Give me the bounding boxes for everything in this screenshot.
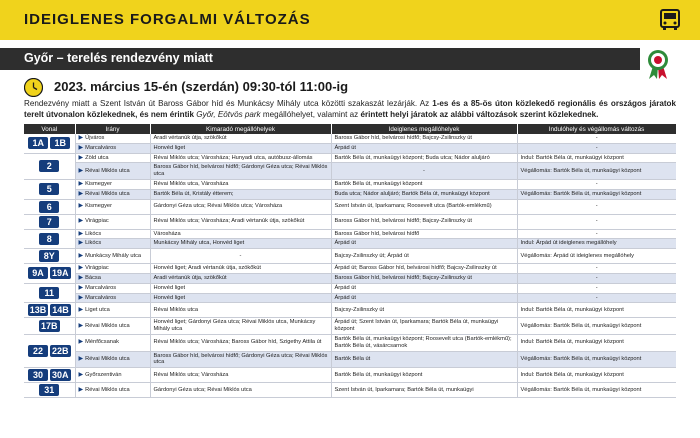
direction-cell [75, 229, 150, 239]
arrow-right-icon: ▶ [78, 274, 84, 281]
line-cell [24, 229, 75, 249]
table-row [24, 143, 676, 153]
terminus-cell-text: Indul: Bartók Béla út, munkaügyi központ [520, 339, 624, 346]
direction-cell [75, 179, 150, 189]
skipped-stops-cell-text: Honvéd liget [153, 284, 186, 291]
temporary-stops-cell-text: Baross Gábor híd, belvárosi hídfő; Bajcsy-Zsilinszky út [334, 274, 473, 281]
terminus-cell [517, 189, 676, 199]
skipped-stops-cell [150, 179, 331, 189]
terminus-cell [517, 368, 676, 383]
line-cell [24, 303, 75, 318]
temporary-stops-cell-text: Bartók Béla út, munkaügyi központ [334, 371, 423, 378]
direction-cell [75, 283, 150, 293]
arrow-right-icon: ▶ [78, 144, 84, 151]
hungarian-cockade-icon [644, 48, 672, 80]
direction-cell [75, 239, 150, 249]
direction-cell [75, 293, 150, 303]
skipped-stops-cell [150, 273, 331, 283]
terminus-cell [517, 383, 676, 398]
direction-cell-text: Munkácsy Mihály utca [85, 252, 142, 259]
skipped-stops-cell-text: Aradi vértanúk útja, szökőkút [153, 135, 227, 141]
line-badge[interactable]: 1B [50, 137, 70, 149]
terminus-cell-text: - [595, 265, 598, 272]
temporary-stops-cell [331, 334, 517, 351]
terminus-cell [517, 153, 676, 163]
col-header-terminus-change: Indulóhely és végállomás változás [517, 124, 676, 134]
line-badge[interactable]: 5 [39, 183, 59, 195]
terminus-cell [517, 163, 676, 180]
terminus-cell [517, 303, 676, 318]
table-row [24, 249, 676, 264]
skipped-stops-cell [150, 134, 331, 143]
table-body [24, 134, 676, 398]
skipped-stops-cell-text: - [239, 252, 242, 259]
terminus-cell-text: Végállomás: Bartók Béla út, munkaügyi központ [520, 167, 642, 174]
terminus-cell-text: - [595, 294, 598, 301]
arrow-right-icon: ▶ [78, 190, 84, 197]
temporary-stops-cell-text: Szent István út, Iparkamara; Roosevelt utca (Bartók-emlékmű) [334, 203, 492, 210]
arrow-right-icon: ▶ [78, 230, 84, 237]
line-badge[interactable]: 11 [39, 287, 59, 299]
skipped-stops-cell [150, 239, 331, 249]
line-cell [24, 153, 75, 179]
direction-cell-text: Révai Miklós utca [85, 386, 130, 393]
arrow-right-icon: ▶ [78, 135, 84, 141]
table-row [24, 293, 676, 303]
skipped-stops-cell [150, 351, 331, 368]
event-datetime: 2023. március 15-én (szerdán) 09:30-tól 11:00-ig [54, 79, 349, 94]
skipped-stops-cell-text: Baross Gábor híd, belvárosi hídfő; Gárdonyi Géza utca; Révai Miklós utca [153, 352, 328, 366]
line-cell [24, 383, 75, 398]
bus-icon [660, 9, 680, 31]
temporary-stops-cell-text: Árpád út [334, 294, 357, 301]
clock-icon [24, 78, 43, 97]
direction-cell-text: Likócs [85, 240, 102, 247]
direction-cell-text: Győrszentiván [85, 371, 122, 378]
skipped-stops-cell-text: Honvéd liget; Aradi vértanúk útja, szökőkút [153, 265, 261, 272]
table-row [24, 318, 676, 335]
direction-cell [75, 153, 150, 163]
skipped-stops-cell-text: Révai Miklós utca, Városháza [153, 180, 229, 187]
temporary-stops-cell-text: Bajcsy-Zsilinszky út [334, 306, 385, 313]
line-badge[interactable]: 31 [39, 384, 59, 396]
page-title: IDEIGLENES FORGALMI VÁLTOZÁS [24, 11, 311, 28]
terminus-cell-text: - [595, 135, 598, 141]
temporary-stops-cell [331, 179, 517, 189]
skipped-stops-cell [150, 189, 331, 199]
line-badge[interactable]: 30 [28, 369, 48, 381]
terminus-cell [517, 239, 676, 249]
temporary-stops-cell [331, 229, 517, 239]
skipped-stops-cell-text: Révai Miklós utca; Városháza; Aradi vértanúk útja, szökőkút [153, 218, 305, 225]
direction-cell-text: Liget utca [85, 306, 110, 313]
table-row [24, 264, 676, 274]
skipped-stops-cell [150, 199, 331, 214]
skipped-stops-cell [150, 334, 331, 351]
table-row [24, 163, 676, 180]
temporary-stops-cell [331, 303, 517, 318]
skipped-stops-cell-text: Révai Miklós utca; Városháza [153, 371, 229, 378]
subtitle-bar [0, 48, 640, 70]
skipped-stops-cell [150, 264, 331, 274]
arrow-right-icon: ▶ [78, 294, 84, 301]
intro-text: Rendezvény miatt a Szent István út Baross Gábor híd és Munkácsy Mihály utca közötti szakaszát lezárják. Az 1-es és a 85-ös úton közlekedő regionális és országos járatok terelt útvonalon közlekednek, és nem érintik Győr, Eötvös park megállóhelyet, valamint az érintett helyi járatok az alábbi változások szerint közlekednek. [24, 99, 676, 119]
skipped-stops-cell [150, 153, 331, 163]
subtitle: Győr – terelés rendezvény miatt [24, 51, 213, 65]
temporary-stops-cell-text: Árpád út; Baross Gábor híd, belvárosi hídfő; Bajcsy-Zsilinszky út [334, 265, 497, 272]
line-cell [24, 199, 75, 214]
temporary-stops-cell-text: Árpád út [334, 144, 357, 151]
direction-cell-text: Révai Miklós utca [85, 190, 130, 197]
skipped-stops-cell-text: Gárdonyi Géza utca; Révai Miklós utca [153, 386, 252, 393]
direction-cell-text: Kismegyer [85, 180, 112, 187]
temporary-stops-cell [331, 143, 517, 153]
skipped-stops-cell-text: Honvéd liget; Gárdonyi Géza utca; Révai Miklós utca, Munkácsy Mihály utca [153, 319, 316, 333]
terminus-cell [517, 214, 676, 229]
temporary-stops-cell [331, 318, 517, 335]
table-header-row [24, 124, 676, 134]
skipped-stops-cell-text: Munkácsy Mihály utca, Honvéd liget [153, 240, 245, 247]
temporary-stops-cell-text: Baross Gábor híd, belvárosi hídfő; Bajcsy-Zsilinszky út [334, 135, 473, 141]
line-badge[interactable]: 30A [51, 370, 69, 381]
direction-cell-text: Ménfőcsanak [85, 339, 119, 346]
terminus-cell-text: Indul: Bartók Béla út, munkaügyi központ [520, 306, 624, 313]
temporary-stops-cell-text: Buda utca; Nádor aluljáró; Bartók Béla út, munkaügyi központ [334, 190, 490, 197]
temporary-stops-cell-text: Baross Gábor híd, belvárosi hídfő; Bajcsy-Zsilinszky út [334, 218, 473, 225]
line-badge[interactable]: 22 [28, 345, 48, 357]
temporary-stops-cell-text: - [423, 167, 425, 174]
arrow-right-icon: ▶ [78, 371, 84, 378]
line-badge[interactable]: 19A [51, 268, 69, 279]
skipped-stops-cell [150, 303, 331, 318]
temporary-stops-cell [331, 134, 517, 143]
col-header-temporary-stops: Ideiglenes megállóhelyek [331, 124, 517, 134]
terminus-cell-text: Indul: Bartók Béla út, munkaügyi központ [520, 154, 624, 161]
terminus-cell-text: - [595, 218, 598, 225]
skipped-stops-cell-text: Városháza [153, 230, 181, 237]
direction-cell-text: Kismegyer [85, 203, 112, 210]
terminus-cell-text: - [595, 274, 598, 281]
direction-cell-text: Révai Miklós utca [85, 355, 130, 362]
direction-cell-text: Marcalváros [85, 144, 117, 151]
line-cell [24, 134, 75, 153]
direction-cell [75, 368, 150, 383]
direction-cell [75, 199, 150, 214]
direction-cell-text: Révai Miklós utca [85, 322, 130, 329]
direction-cell [75, 249, 150, 264]
direction-cell [75, 383, 150, 398]
line-badge[interactable]: 9A [28, 267, 48, 279]
skipped-stops-cell-text: Gárdonyi Géza utca; Révai Miklós utca; Városháza [153, 203, 283, 210]
table-row [24, 229, 676, 239]
terminus-cell [517, 229, 676, 239]
skipped-stops-cell [150, 229, 331, 239]
arrow-right-icon: ▶ [78, 167, 84, 174]
skipped-stops-cell [150, 143, 331, 153]
temporary-stops-cell [331, 214, 517, 229]
terminus-cell-text: - [595, 180, 598, 187]
skipped-stops-cell [150, 214, 331, 229]
terminus-cell-text: Végállomás: Bartók Béla út, munkaügyi központ [520, 386, 642, 393]
arrow-right-icon: ▶ [78, 322, 84, 329]
line-badge[interactable]: 6 [39, 201, 59, 213]
direction-cell-text: Zöld utca [85, 154, 109, 161]
route-change-table [24, 124, 677, 398]
temporary-stops-cell-text: Bartók Béla út, munkaügyi központ [334, 180, 423, 187]
temporary-stops-cell-text: Árpád út [334, 240, 357, 247]
direction-cell-text: Likócs [85, 230, 102, 237]
direction-cell [75, 143, 150, 153]
line-badge[interactable]: 8Y [39, 250, 59, 262]
line-cell [24, 368, 75, 383]
temporary-stops-cell [331, 273, 517, 283]
table-row [24, 283, 676, 293]
temporary-stops-cell-text: Árpád út; Szent István út, Iparkamara; Bartók Béla út, munkaügyi központ [334, 319, 499, 333]
table-row [24, 368, 676, 383]
skipped-stops-cell [150, 249, 331, 264]
temporary-stops-cell [331, 351, 517, 368]
terminus-cell [517, 283, 676, 293]
temporary-stops-cell [331, 264, 517, 274]
line-cell [24, 318, 75, 335]
skipped-stops-cell [150, 318, 331, 335]
terminus-cell-text: - [595, 144, 598, 151]
direction-cell-text: Marcalváros [85, 294, 117, 301]
arrow-right-icon: ▶ [78, 265, 84, 272]
line-badge[interactable]: 1A [28, 137, 48, 149]
table-row [24, 351, 676, 368]
line-cell [24, 334, 75, 367]
temporary-stops-cell-text: Bajcsy-Zsilinszky út; Árpád út [334, 252, 409, 259]
temporary-stops-cell [331, 293, 517, 303]
line-badge[interactable]: 17B [40, 321, 58, 332]
terminus-cell-text: Végállomás: Árpád út ideiglenes megállóhely [520, 252, 635, 259]
table-row [24, 383, 676, 398]
table-row [24, 214, 676, 229]
arrow-right-icon: ▶ [78, 180, 84, 187]
direction-cell [75, 303, 150, 318]
direction-cell-text: Révai Miklós utca [85, 167, 130, 174]
direction-cell-text: Virágpiac [85, 218, 109, 225]
table-row [24, 239, 676, 249]
temporary-stops-cell-text: Árpád út [334, 284, 357, 291]
direction-cell [75, 318, 150, 335]
table-row [24, 199, 676, 214]
temporary-stops-cell-text: Baross Gábor híd, belvárosi hídfő [334, 230, 420, 237]
table-row [24, 153, 676, 163]
direction-cell-text: Bácsa [85, 274, 101, 281]
col-header-skipped-stops: Kimaradó megállóhelyek [150, 124, 331, 134]
table-row [24, 189, 676, 199]
col-header-line: Vonal [24, 124, 75, 134]
skipped-stops-cell-text: Bartók Béla út, Kristály étterem; [153, 190, 234, 197]
skipped-stops-cell [150, 368, 331, 383]
terminus-cell-text: Indul: Árpád út ideiglenes megállóhely [520, 240, 617, 247]
temporary-stops-cell [331, 383, 517, 398]
temporary-stops-cell [331, 199, 517, 214]
arrow-right-icon: ▶ [78, 203, 84, 210]
arrow-right-icon: ▶ [78, 218, 84, 225]
skipped-stops-cell [150, 293, 331, 303]
skipped-stops-cell [150, 383, 331, 398]
direction-cell [75, 163, 150, 180]
arrow-right-icon: ▶ [78, 306, 84, 313]
temporary-stops-cell [331, 249, 517, 264]
line-badge[interactable]: 7 [39, 216, 59, 228]
temporary-stops-cell [331, 153, 517, 163]
terminus-cell [517, 318, 676, 335]
terminus-cell [517, 264, 676, 274]
direction-cell [75, 351, 150, 368]
skipped-stops-cell-text: Révai Miklós utca [153, 306, 199, 313]
arrow-right-icon: ▶ [78, 386, 84, 393]
table-row [24, 334, 676, 351]
line-badge[interactable]: 22B [51, 346, 69, 357]
temporary-stops-cell [331, 283, 517, 293]
terminus-cell [517, 249, 676, 264]
terminus-cell [517, 351, 676, 368]
arrow-right-icon: ▶ [78, 252, 84, 259]
terminus-cell-text: Végállomás: Bartók Béla út, munkaügyi központ [520, 355, 642, 362]
col-header-direction: Irány [75, 124, 150, 134]
temporary-stops-cell-text: Bartók Béla út, munkaügyi központ; Roosevelt utca (Bartók-emlékmű); Bartók Béla út, vásárcsarnok [334, 335, 512, 349]
line-cell [24, 264, 75, 284]
temporary-stops-cell-text: Bartók Béla út, munkaügyi központ; Buda utca; Nádor aluljáró [334, 154, 490, 161]
terminus-cell [517, 293, 676, 303]
table-row [24, 179, 676, 189]
temporary-stops-cell-text: Bartók Béla út [334, 355, 371, 362]
direction-cell-text: Marcalváros [85, 284, 117, 291]
direction-cell [75, 189, 150, 199]
temporary-stops-cell [331, 368, 517, 383]
line-badge[interactable]: 8 [39, 233, 59, 245]
line-badge[interactable]: 14B [52, 305, 69, 316]
terminus-cell-text: Végállomás: Bartók Béla út, munkaügyi központ [520, 190, 642, 197]
direction-cell [75, 264, 150, 274]
top-banner [0, 0, 700, 40]
direction-cell-text: Virágpiac [85, 265, 109, 272]
terminus-cell [517, 334, 676, 351]
arrow-right-icon: ▶ [78, 240, 84, 247]
table-row [24, 273, 676, 283]
arrow-right-icon: ▶ [78, 154, 84, 161]
line-badge[interactable]: 2 [39, 160, 59, 172]
line-cell [24, 249, 75, 264]
arrow-right-icon: ▶ [78, 339, 84, 346]
skipped-stops-cell-text: Honvéd liget [153, 144, 186, 151]
terminus-cell-text: - [595, 284, 598, 291]
line-badge[interactable]: 13B [29, 305, 47, 316]
terminus-cell [517, 199, 676, 214]
skipped-stops-cell-text: Honvéd liget [153, 294, 186, 301]
skipped-stops-cell [150, 283, 331, 293]
temporary-stops-cell [331, 239, 517, 249]
skipped-stops-cell-text: Révai Miklós utca; Városháza; Hunyadi utca, autóbusz-állomás [153, 154, 313, 161]
terminus-cell-text: - [595, 230, 598, 237]
direction-cell-text: Újváros [85, 135, 105, 141]
terminus-cell [517, 179, 676, 189]
direction-cell [75, 214, 150, 229]
skipped-stops-cell-text: Baross Gábor híd, belvárosi hídfő; Gárdonyi Géza utca; Révai Miklós utca [153, 164, 328, 178]
line-cell [24, 283, 75, 303]
skipped-stops-cell-text: Révai Miklós utca; Városháza; Baross Gábor híd, Szigethy Attila út [153, 339, 322, 346]
terminus-cell-text: Végállomás: Bartók Béla út, munkaügyi központ [520, 322, 642, 329]
line-cell [24, 179, 75, 199]
skipped-stops-cell-text: Aradi vértanúk útja, szökőkút [153, 274, 227, 281]
skipped-stops-cell [150, 163, 331, 180]
temporary-stops-cell [331, 189, 517, 199]
direction-cell [75, 134, 150, 143]
direction-cell [75, 334, 150, 351]
terminus-cell-text: - [595, 203, 598, 210]
line-cell [24, 214, 75, 229]
arrow-right-icon: ▶ [78, 284, 84, 291]
terminus-cell [517, 143, 676, 153]
direction-cell [75, 273, 150, 283]
arrow-right-icon: ▶ [78, 355, 84, 362]
table-row [24, 303, 676, 318]
terminus-cell [517, 134, 676, 143]
terminus-cell-text: Indul: Bartók Béla út, munkaügyi központ [520, 371, 624, 378]
temporary-stops-cell [331, 163, 517, 180]
terminus-cell [517, 273, 676, 283]
table-row [24, 134, 676, 143]
temporary-stops-cell-text: Szent István út, Iparkamara; Bartók Béla út, munkaügyi [334, 386, 474, 393]
